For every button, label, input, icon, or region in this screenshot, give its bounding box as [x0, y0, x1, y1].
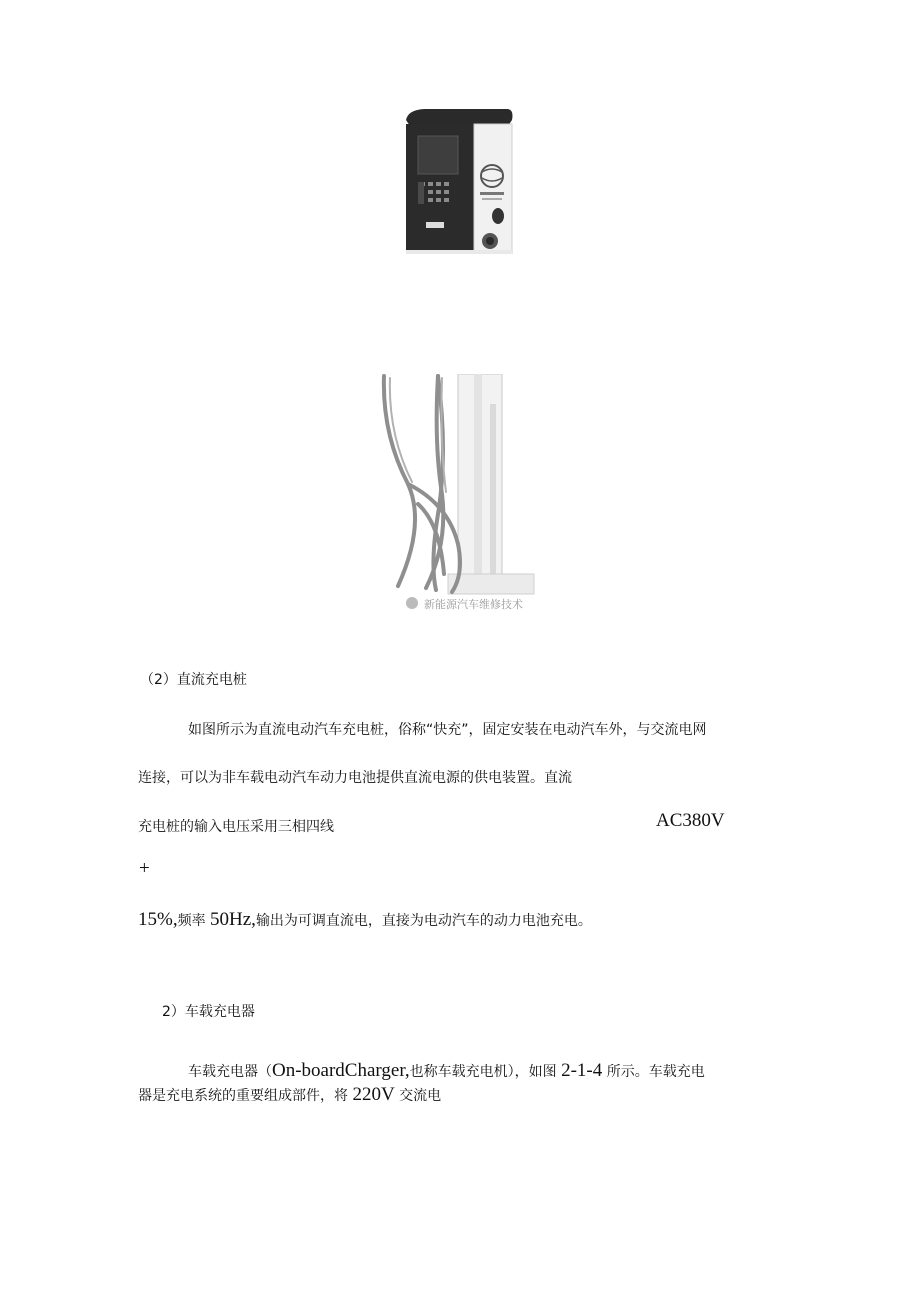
onboard-paragraph-line-2 — [138, 1084, 441, 1106]
paragraph-line-2: 连接，可以为非车载电动汽车动力电池提供直流电源的供电装置。直流 — [138, 770, 572, 786]
charging-pole-photo — [378, 374, 538, 614]
onboard-text-2c: 交流电 — [394, 1088, 442, 1104]
output-description: 输出为可调直流电，直接为电动汽车的动力电池充电。 — [255, 913, 592, 929]
ac-charging-pile-photo — [404, 106, 516, 254]
onboard-paragraph-line-1 — [188, 1060, 705, 1082]
plus-sign: + — [139, 858, 150, 879]
section-heading-dc-charging-pile: （2）直流充电桩 — [140, 672, 247, 688]
voltage-value: 220V — [352, 1084, 395, 1105]
onboard-english-name: On-boardCharger, — [272, 1060, 410, 1081]
onboard-text-e: 所示。车载充电 — [602, 1064, 705, 1080]
paragraph-line-3-left: 充电桩的输入电压采用三相四线 — [138, 819, 334, 835]
photo-watermark: 新能源汽车维修技术 — [424, 598, 523, 611]
frequency-label: 频率 — [177, 913, 211, 929]
onboard-text-a: 车载充电器（ — [188, 1064, 272, 1080]
subsection-heading-onboard-charger: 2）车载充电器 — [162, 1004, 255, 1020]
figure-reference: 2-1-4 — [561, 1060, 603, 1081]
frequency-value: 50Hz, — [210, 909, 256, 930]
paragraph-line-5 — [138, 909, 592, 931]
onboard-text-c: 也称车载充电机），如图 — [409, 1064, 562, 1080]
tolerance-value: 15%, — [138, 909, 178, 930]
paragraph-line-3-right: AC380V — [656, 810, 725, 831]
onboard-text-2a: 器是充电系统的重要组成部件，将 — [138, 1088, 353, 1104]
paragraph-line-1: 如图所示为直流电动汽车充电桩，俗称“快充”，固定安装在电动汽车外，与交流电网 — [188, 722, 707, 738]
